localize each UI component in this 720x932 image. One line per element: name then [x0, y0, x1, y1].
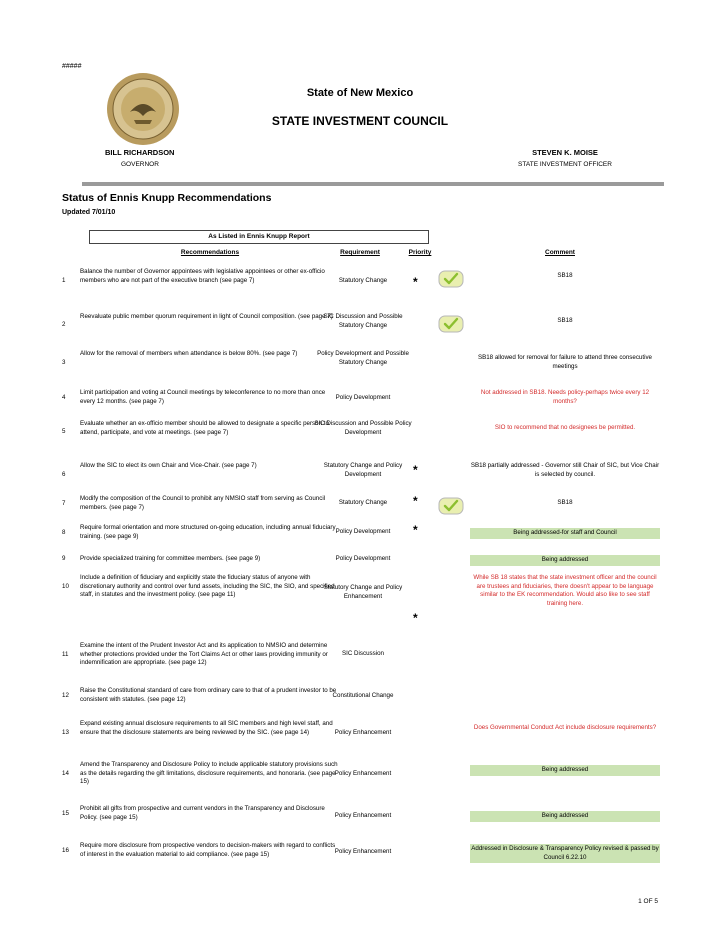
row-number: 2	[62, 321, 66, 328]
recommendation-text: Allow the SIC to elect its own Chair and Vice-Chair. (see page 7)	[80, 462, 257, 469]
council-name: STATE INVESTMENT COUNCIL	[271, 114, 449, 128]
row-number: 7	[62, 500, 66, 507]
recommendation-text: Require more disclosure from prospective vendors to decision-makers with regard to conflicts of interest in the evaluation material to aid compliance. (see page 15)	[80, 842, 336, 858]
comment-text: SB18	[557, 272, 573, 279]
requirement-text: Policy Development	[335, 555, 391, 562]
comment-text: SB18	[557, 317, 573, 324]
row-number: 14	[62, 770, 69, 777]
row-number: 15	[62, 810, 69, 817]
governor-title: GOVERNOR	[121, 161, 159, 168]
recommendation-text: Limit participation and voting at Council meetings by teleconference to no more than once every 12 months. (see page 7)	[80, 389, 326, 405]
section-title: Status of Ennis Knupp Recommendations	[62, 192, 272, 204]
row-number: 8	[62, 529, 66, 536]
recommendation-text: Amend the Transparency and Disclosure Policy to include applicable statutory provisions such as the details regarding the gift limitations, disclosure requirements, and honoraria. (see page 15)	[80, 761, 338, 786]
updated-date: Updated 7/01/10	[62, 209, 116, 216]
row-number: 12	[62, 692, 69, 699]
checkmark-icon	[438, 497, 464, 515]
row-number: 1	[62, 277, 66, 284]
col-requirement: Requirement	[340, 249, 380, 256]
row-number: 13	[62, 729, 69, 736]
row-number: 9	[62, 555, 66, 562]
row-number: 5	[62, 428, 66, 435]
requirement-text: Policy Development and Possible Statutory Change	[317, 350, 409, 366]
row-number: 11	[62, 651, 69, 658]
recommendation-text: Reevaluate public member quorum requirement in light of Council composition. (see page 7)	[80, 313, 333, 320]
requirement-text: Statutory Change	[338, 499, 388, 506]
recommendation-text: Modify the composition of the Council to prohibit any NMSIO staff from serving as Council members. (see page 7)	[80, 495, 326, 511]
sio-name: STEVEN K. MOISE	[532, 148, 598, 157]
col-recommendations: Recommendations	[180, 249, 240, 256]
priority-star: *	[413, 275, 418, 289]
requirement-text: Statutory Change and Policy Enhancement	[323, 584, 403, 600]
recommendation-text: Evaluate whether an ex-officio member should be allowed to designate a specific person to attend, participate, and vote at meetings. (see page 7)	[80, 420, 329, 436]
row-number: 6	[62, 471, 66, 478]
sio-block	[510, 148, 620, 168]
governor-name: BILL RICHARDSON	[105, 148, 175, 157]
row-number: 10	[62, 583, 69, 590]
comment-text: Being addressed	[470, 765, 660, 776]
governor-block	[105, 148, 174, 168]
col-comment: Comment	[545, 249, 575, 256]
table-group-header: As Listed in Ennis Knupp Report	[89, 230, 429, 244]
requirement-text: Statutory Change and Policy Development	[323, 462, 403, 478]
priority-star: *	[413, 611, 418, 625]
comment-text: Addressed in Disclosure & Transparency Policy revised & passed by Council 6.22.10	[470, 844, 660, 863]
priority-star: *	[413, 523, 418, 537]
recommendation-text: Balance the number of Governor appointees with legislative appointees or other ex-officio members who are not part of the executive branch (see page 7)	[80, 268, 325, 284]
requirement-text: Policy Enhancement	[334, 729, 392, 736]
requirement-text: Policy Development	[335, 394, 391, 401]
recommendation-text: Require formal orientation and more structured on-going education, including annual fiduciary training. (see page 9)	[80, 524, 336, 540]
requirement-text: Policy Enhancement	[334, 812, 392, 819]
comment-text: SB18	[557, 499, 573, 506]
requirement-text: Policy Enhancement	[334, 770, 392, 777]
recommendation-text: Examine the intent of the Prudent Investor Act and its application to NMSIO and determine whether protections provided under the Tort Claims Act or other laws providing immunity or indemnification are appropriate. (see page 12)	[80, 642, 328, 667]
requirement-text: SIC Discussion	[342, 650, 384, 657]
sio-title: STATE INVESTMENT OFFICER	[518, 161, 612, 168]
checkmark-icon	[438, 270, 464, 288]
col-priority: Priority	[408, 249, 432, 256]
priority-star: *	[413, 494, 418, 508]
recommendation-text: Raise the Constitutional standard of care from ordinary care to that of a prudent investor to be consistent with statutes. (see page 12)	[80, 687, 337, 703]
row-number: 4	[62, 394, 66, 401]
page-number: 1 OF 5	[638, 898, 658, 905]
priority-star: *	[413, 463, 418, 477]
recommendation-text: Include a definition of fiduciary and explicitly state the fiduciary status of anyone with discretionary authority and control over fund assets, including the SIC, the SIO, and specified staff, in statutes and the investment policy. (see page 11)	[80, 574, 335, 599]
requirement-text: SIC Discussion and Possible Statutory Change	[323, 313, 403, 329]
requirement-text: Statutory Change	[338, 277, 388, 284]
hash-mark: #####	[62, 63, 82, 70]
comment-text: SB18 partially addressed - Governor still Chair of SIC, but Vice Chair is selected by council.	[470, 462, 660, 478]
state-seal-icon	[106, 72, 180, 146]
requirement-text: Policy Development	[335, 528, 391, 535]
comment-text: SIO to recommend that no designees be permitted.	[494, 424, 636, 431]
header-divider	[82, 182, 664, 186]
comment-text: Being addressed	[470, 555, 660, 566]
comment-text: While SB 18 states that the state investment officer and the council are trustees and fiduciaries, there doesn't appear to be language similar to the EK recommendation. Would also like to see staff training here.	[473, 574, 657, 607]
comment-text: Does Governmental Conduct Act include disclosure requirements?	[473, 724, 657, 731]
comment-text: SB18 allowed for removal for failure to attend three consecutive meetings	[477, 354, 653, 370]
requirement-text: Constitutional Change	[332, 692, 394, 699]
recommendation-text: Allow for the removal of members when attendance is below 80%. (see page 7)	[80, 350, 298, 357]
recommendation-text: Expand existing annual disclosure requirements to all SIC members and high level staff, and ensure that the disclosure statements are being reviewed by the SIC. (see page 14)	[80, 720, 333, 736]
requirement-text: SIC Discussion and Possible Policy Development	[314, 420, 412, 436]
recommendation-text: Provide specialized training for committee members. (see page 9)	[80, 555, 261, 562]
comment-text: Being addressed	[470, 811, 660, 822]
recommendation-text: Prohibit all gifts from prospective and current vendors in the Transparency and Disclosure Policy. (see page 15)	[80, 805, 325, 821]
requirement-text: Policy Enhancement	[334, 848, 392, 855]
comment-text: Not addressed in SB18. Needs policy-perhaps twice every 12 months?	[480, 389, 650, 405]
row-number: 16	[62, 847, 69, 854]
checkmark-icon	[438, 315, 464, 333]
state-name: State of New Mexico	[306, 87, 414, 99]
row-number: 3	[62, 359, 66, 366]
comment-text: Being addressed-for staff and Council	[470, 528, 660, 539]
